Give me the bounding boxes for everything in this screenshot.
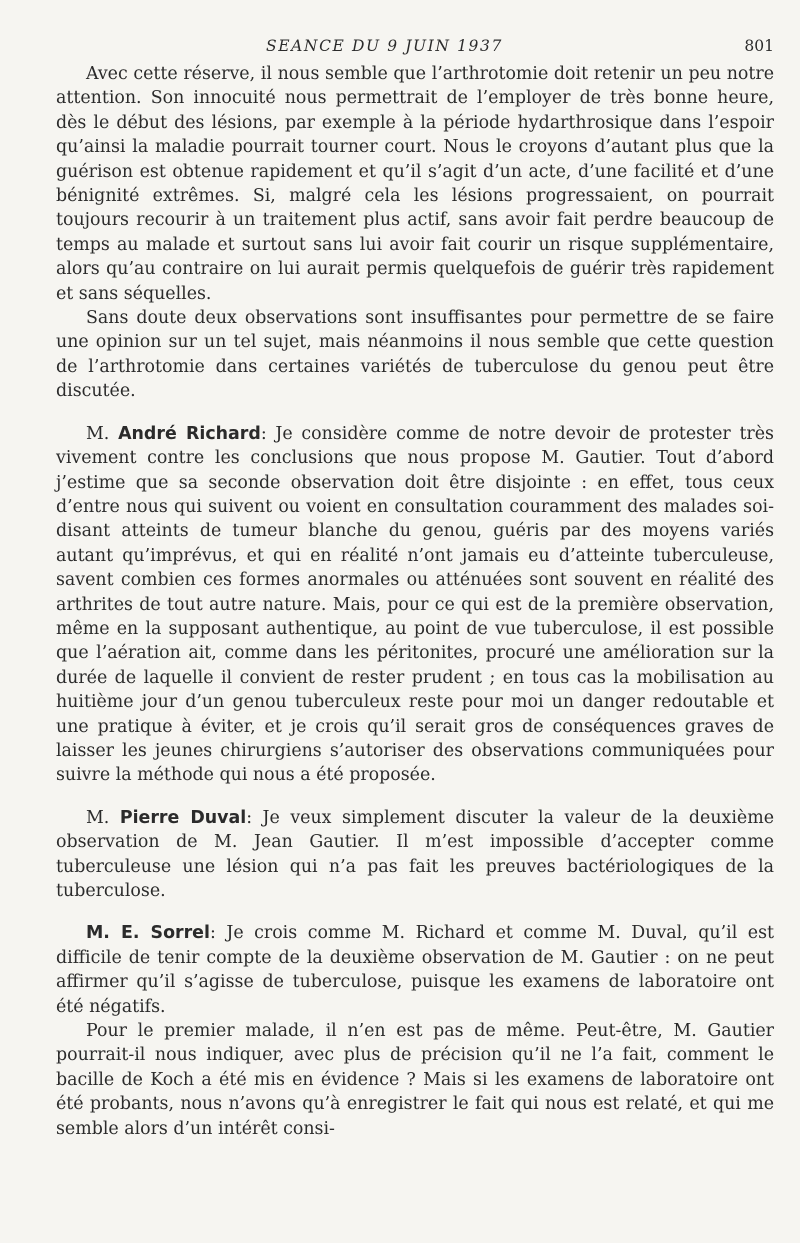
paragraph (56, 1019, 774, 1141)
paragraph-text: : Je considère comme de notre devoir de protester très vivement contre les conclusions que nous propose M. Gautier. Tout d’abord j’estime que sa seconde observation doit être disjointe : en effet, tous ceux d’entre nous qui suivent ou voient en consultation couramment des malades soi-disant atteints de tumeur blanche du genou, guéris par des moyens variés autant qu’imprévus, et qui en réalité n’ont jamais eu d’atteinte tuberculeuse, savent combien ces formes anormales ou atténuées sont souvent en réalité des arthrites de tout autre nature. Mais, pour ce qui est de la première observation, même en la supposant authentique, au point de vue tuberculose, il est possible que l’aération ait, comme dans les péritonites, procuré une amélioration sur la durée de laquelle il convient de rester prudent ; en tous cas la mobilisation au huitième jour d’un genou tuberculeux reste pour moi un danger redoutable et une pratique à éviter, et je crois qu’il serait gros de conséquences graves de laisser les jeunes chirurgiens s’autoriser des observations communiquées pour suivre la méthode qui nous a été proposée. (56, 423, 774, 786)
page-header (56, 30, 774, 60)
paragraph-text: Avec cette réserve, il nous semble que l’arthrotomie doit retenir un peu notre attention. Son innocuité nous permettrait de l’employer de très bonne heure, dès le début des lésions, par exemple à la période hydarthrosique dans l’espoir qu’ainsi la maladie pourrait tourner court. Nous le croyons d’autant plus que la guérison est obtenue rapidement et qu’il s’agit d’un acte, d’une facilité et d’une bénignité extrêmes. Si, malgré cela les lésions progressaient, on pourrait toujours recourir à un traitement plus actif, sans avoir fait perdre beaucoup de temps au malade et surtout sans lui avoir fait courir un risque supplémentaire, alors qu’au contraire on lui aurait permis quelquefois de guérir très rapidement et sans séquelles. (56, 64, 774, 304)
paragraph-text: : Je crois comme M. Richard et comme M. Duval, qu’il est difficile de tenir compte de la deuxième observation de M. Gautier : on ne peut affirmer qu’il s’agisse de tuberculose, puisque les examens de laboratoire ont été négatifs. (56, 923, 775, 1017)
page-number: 801 (744, 37, 774, 55)
paragraph-text: Sans doute deux observations sont insuffisantes pour permettre de se faire une opinion sur un tel sujet, mais néanmoins il nous semble que cette question de l’arthrotomie dans certaines variétés de tuberculose du genou peut être discutée. (56, 308, 774, 402)
speaker-name: André Richard (118, 423, 261, 444)
paragraph-text: Pour le premier malade, il n’en est pas de même. Peut-être, M. Gautier pourrait-il nous indiquer, avec plus de précision qu’il ne l’a fait, comment le bacille de Koch a été mis en évidence ? Mais si les examens de laboratoire ont été probants, nous n’avons qu’à enregistrer le fait qui nous est relaté, et qui me semble alors d’un intérêt consi- (56, 1021, 774, 1139)
intervention-duval (56, 806, 774, 904)
speaker-name: M. E. Sorrel (86, 923, 210, 944)
intervention-sorrel (56, 921, 774, 1019)
paragraph-text: : Je veux simplement discuter la valeur de la deuxième observation de M. Jean Gautier. Il m’est impossible d’accepter comme tuberculeuse une lésion qui n’a pas fait les preuves bactériologiques de la tuberculose. (56, 807, 774, 901)
running-head: SEANCE DU 9 JUIN 1937 (266, 37, 503, 55)
paragraph (56, 306, 774, 404)
speaker-prefix: M. (86, 423, 119, 444)
paragraph (56, 62, 774, 306)
speaker-name: Pierre Duval (119, 807, 247, 828)
intervention-richard (56, 422, 774, 788)
speaker-prefix: M. (86, 807, 120, 828)
